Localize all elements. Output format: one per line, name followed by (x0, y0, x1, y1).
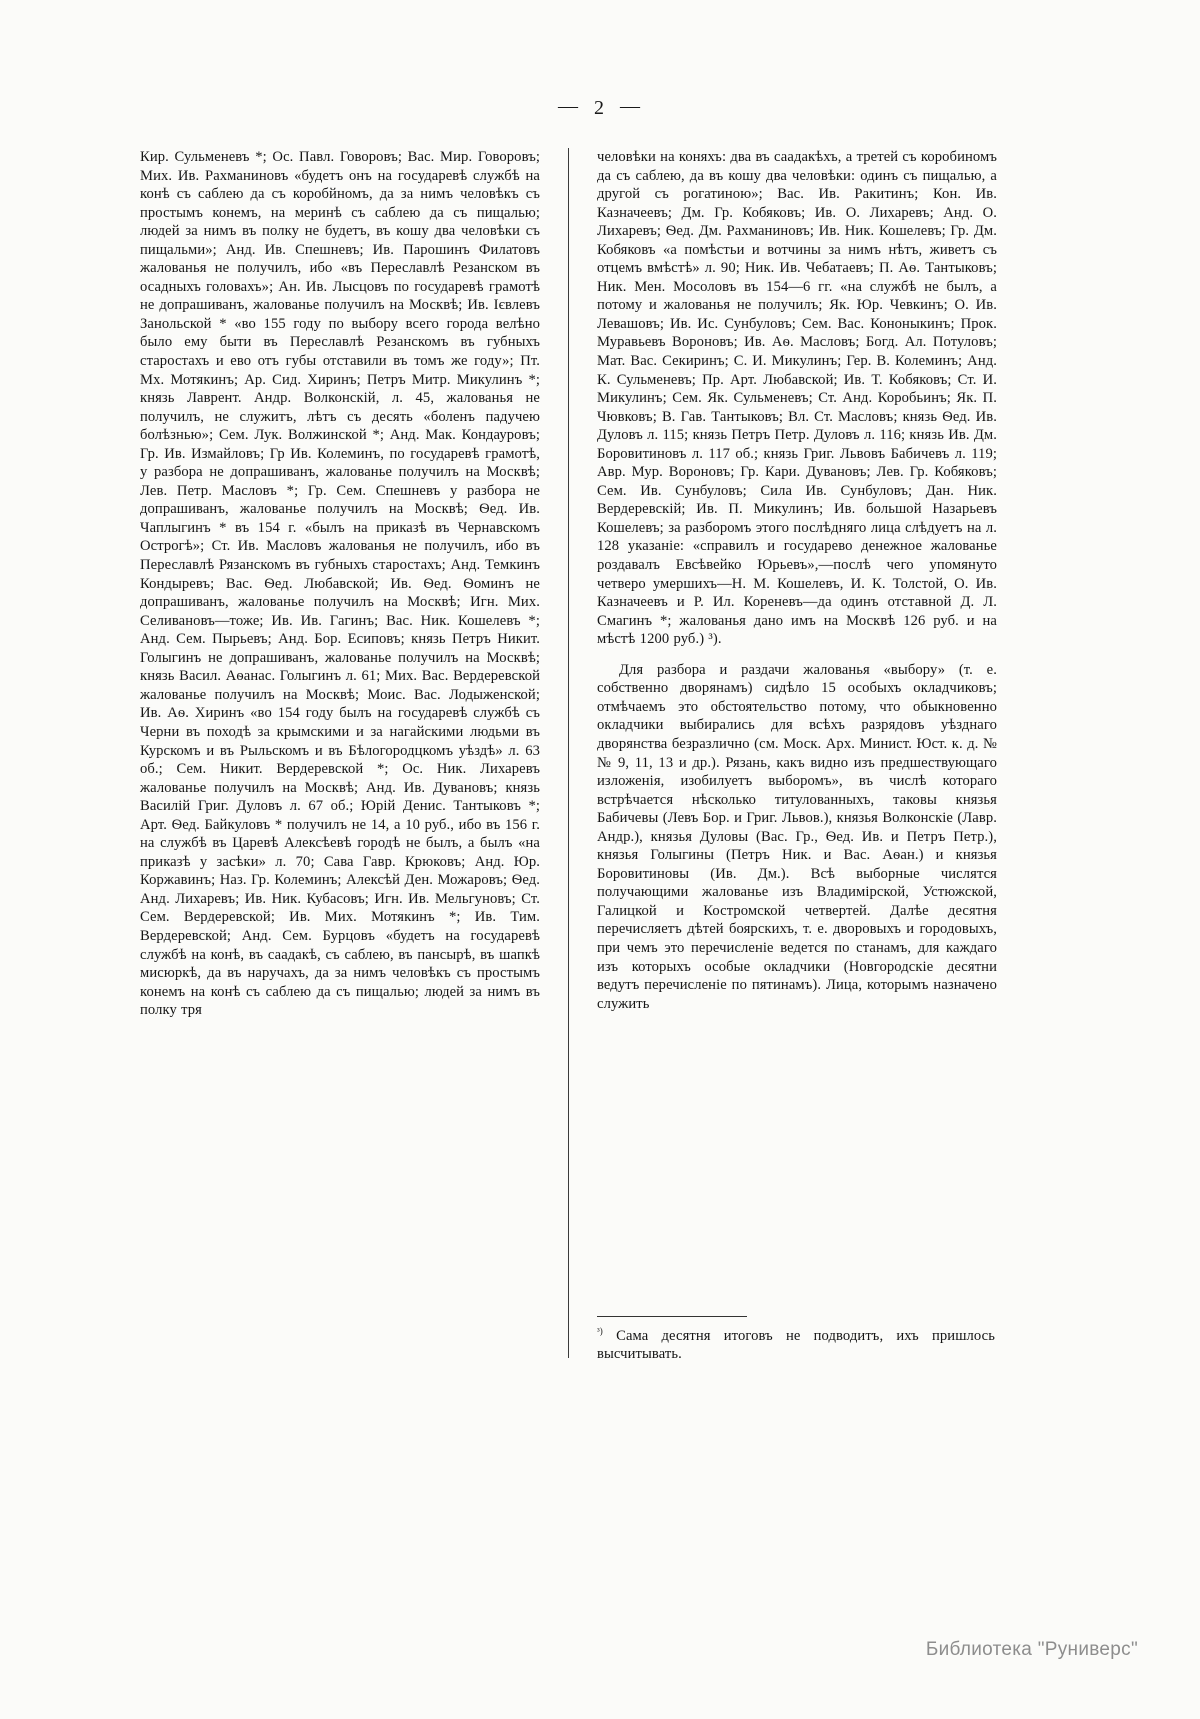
text-columns (140, 148, 1065, 1363)
library-watermark: Библиотека "Руниверс" (925, 1639, 1138, 1660)
footnote-text: Сама десятня итоговъ не подводитъ, ихъ пришлось высчитывать. (597, 1327, 996, 1363)
column-left (140, 148, 569, 1358)
page-number (0, 95, 1200, 120)
paragraph: Для разбора и раздачи жалованья «выбору» (т. е. собственно дворянамъ) сидѣло 15 особыхъ окладчиковъ; отмѣчаемъ это обстоятельство потому, что обыкновенно окладчики выбирались для всѣхъ разрядовъ уѣзднаго дворянства безразлично (см. Моск. Арх. Минист. Юст. к. д. №№ 9, 11, 13 и др.). Рязань, какъ видно изъ предшествующаго изложенія, изобилуетъ выборомъ», въ числѣ котораго встрѣчается нѣсколько титулованныхъ, таковы князья Бабичевы (Левъ Бор. и Григ. Львов.), князья Волконскіе (Лавр. Андр.), князья Дуловы (Вас. Гр., Ѳед. Ив. и Петръ Петр.), князья Голыгины (Петръ Ник. и Вас. Аѳан.) и князья Боровитиновы (Ив. Дм.). Всѣ выборные числятся получающими жалованье изъ Владимірской, Устюжской, Галицкой и Костромской четвертей. Далѣе десятня перечисляетъ дѣтей боярскихъ, т. е. дворовыхъ и городовыхъ, при чемъ это перечисленіе ведется по станамъ, для каждаго изъ которыхъ особые окладчики (Новгородскіе десятни ведутъ перечисленіе по пятинамъ). Лица, которымъ назначено служить (597, 661, 997, 1012)
page-number-value: 2 (594, 97, 606, 119)
column-right (569, 148, 997, 1363)
footnote-marker: ³) (597, 1326, 603, 1337)
paragraph: человѣки на коняхъ: два въ саадакѣхъ, а третей съ коробиномъ да съ саблею, да въ кошу два человѣки: одинъ съ пищалью, а другой съ рогатиною»; Вас. Ив. Ракитинъ; Кон. Ив. Казначеевъ; Дм. Гр. Кобяковъ; Ив. О. Лихаревъ; Анд. О. Лихаревъ; Ѳед. Дм. Рахманиновъ; Ив. Ник. Кошелевъ; Гр. Дм. Кобяковъ «а помѣстьи и вотчины за нимъ нѣтъ, живетъ съ отцемъ вмѣстѣ» л. 90; Ник. Ив. Чебатаевъ; П. Аѳ. Тантыковъ; Ник. Мен. Мосоловъ въ 154—6 гг. «на службѣ не былъ, а потому и жалованья не получилъ; Як. Юр. Чевкинъ; О. Ив. Левашовъ; Ив. Ис. Сунбуловъ; Сем. Вас. Кононыкинъ; Прок. Муравьевъ Вороновъ; Ив. Аѳ. Масловъ; Богд. Ал. Потуловъ; Мат. Вас. Секиринъ; С. И. Микулинъ; Гер. В. Колеминъ; Анд. К. Сульменевъ; Пр. Арт. Любавской; Ив. Т. Кобяковъ; Ст. И. Микулинъ; Сем. Як. Сульменевъ; Ст. Анд. Коробьинъ; Як. П. Чювковъ; В. Гав. Тантыковъ; Вл. Ст. Масловъ; князь Ѳед. Ив. Дуловъ л. 115; князь Петръ Петр. Дуловъ л. 116; князь Ив. Дм. Боровитиновъ л. 117 об.; князь Григ. Львовъ Бабичевъ л. 119; Авр. Мур. Вороновъ; Гр. Кари. Дувановъ; Лев. Гр. Кобяковъ; Сем. Ив. Сунбуловъ; Сила Ив. Сунбуловъ; Дан. Ник. Вердеревскій; Ив. П. Микулинъ; Ив. большой Назарьевъ Кошелевъ; за разборомъ этого послѣдняго лица слѣдуетъ на л. 128 указаніе: «справилъ и государево денежное жалованье роздавалъ Евсѣвейко Юрьевъ»,—послѣ чего упомянуто четверо умершихъ—Н. М. Кошелевъ, И. К. Толстой, О. Ив. Казначеевъ и Р. Ил. Кореневъ—да одинъ отставной Д. Л. Смагинъ *; жалованья дано имъ на Москвѣ 126 руб. и на мѣстѣ 1200 руб.) ³). (597, 149, 997, 648)
paragraph: Кир. Сульменевъ *; Ос. Павл. Говоровъ; Вас. Мир. Говоровъ; Мих. Ив. Рахманиновъ «будетъ онъ на государевѣ службѣ на конѣ съ саблею да съ коробйномъ, да за нимъ человѣкъ съ простымъ конемъ, на меринѣ съ саблею да съ пищалью; людей за нимъ въ полку не будетъ, въ кошу два человѣки съ пищальми»; Анд. Ив. Спешневъ; Ив. Парошинъ Филатовъ жалованья не получилъ, ибо «въ Переславлѣ Резанском въ осадныхъ головахъ»; Ан. Ив. Лысцовъ по государевѣ грамотѣ не допрашиванъ, жалованье получилъ на Москвѣ; Ив. Ієвлевъ Занольской * «во 155 году по выбору всего города велѣно было ему быти въ Переславлѣ Резанскомъ въ губныхъ старостахъ и ево отъ губы отставили въ томъ же году»; Пт. Мх. Мотякинъ; Ар. Сид. Хиринъ; Петръ Митр. Микулинъ *; князь Лаврент. Андр. Волконскій, л. 45, жалованья не получилъ, не служитъ, лѣтъ съ десять «боленъ падучею болѣзнью»; Сем. Лук. Волжинской *; Анд. Мак. Кондауровъ; Гр. Ив. Измайловъ; Гр Ив. Колеминъ, по государевѣ грамотѣ, у разбора не допрашиванъ, жалованье получилъ на Москвѣ; Лев. Петр. Масловъ *; Гр. Сем. Спешневъ у разбора не допрашиванъ, жалованье получилъ на Москвѣ; Ѳед. Ив. Чаплыгинъ * въ 154 г. «былъ на приказѣ въ Чернавскомъ Острогѣ»; Ст. Ив. Масловъ жалованья не получилъ, ибо въ Переславлѣ Рязанскомъ въ губныхъ старостахъ; Анд. Темкинъ Кондыревъ; Вас. Ѳед. Любавской; Ив. Ѳед. Ѳоминъ не допрашиванъ, жалованье получилъ на Москвѣ; Игн. Мих. Селивановъ—тоже; Ив. Ив. Гагинъ; Вас. Ник. Кошелевъ *; Анд. Сем. Пырьевъ; Анд. Бор. Есиповъ; князь Петръ Никит. Голыгинъ не допрашиванъ, жалованье получилъ на Москвѣ; князь Васил. Аѳанас. Голыгинъ л. 61; Мих. Вас. Вердеревской жалованье получилъ на Москвѣ; Моис. Вас. Лодыженской; Ив. Аѳ. Хиринъ «во 154 году былъ на государевѣ службѣ съ Черни въ походѣ за крымскими и за нагайскими людьми въ Курскомъ и въ Рыльскомъ и въ Бѣлогородцкомъ уѣздѣ» л. 63 об.; Сем. Никит. Вердеревской *; Ос. Ник. Лихаревъ жалованье получилъ на Москвѣ; Анд. Ив. Дувановъ; князь Василій Григ. Дуловъ л. 67 об.; Юрій Денис. Тантыковъ *; Арт. Ѳед. Байкуловъ * получилъ не 14, а 10 руб., ибо въ 156 г. на службѣ въ Царевѣ Алексѣевѣ городѣ не былъ, а былъ «на приказѣ у засѣки» л. 70; Сава Гавр. Крюковъ; Анд. Юр. Коржавинъ; Наз. Гр. Колеминъ; Алексѣй Ден. Можаровъ; Ѳед. Анд. Лихаревъ; Ив. Ник. Кубасовъ; Игн. Ив. Мельгуновъ; Ст. Сем. Вердеревской; Ив. Мих. Мотякинъ *; Ив. Тим. Вердеревской; Анд. Сем. Бурцовъ «будетъ на государевѣ службѣ на конѣ, въ саадакѣ, съ саблею, въ пансырѣ, въ шапкѣ мисюркѣ, да въ наручахъ, да за нимъ человѣкъ съ простымъ конемъ на конѣ съ саблею да съ пищалью; людей за нимъ въ полку тря (140, 149, 540, 1019)
page-number-dash-right: — (620, 95, 642, 117)
footnote (597, 1322, 995, 1364)
footnote-divider (597, 1316, 747, 1317)
footnote-area (597, 1316, 995, 1364)
page-number-dash-left: — (558, 95, 580, 117)
